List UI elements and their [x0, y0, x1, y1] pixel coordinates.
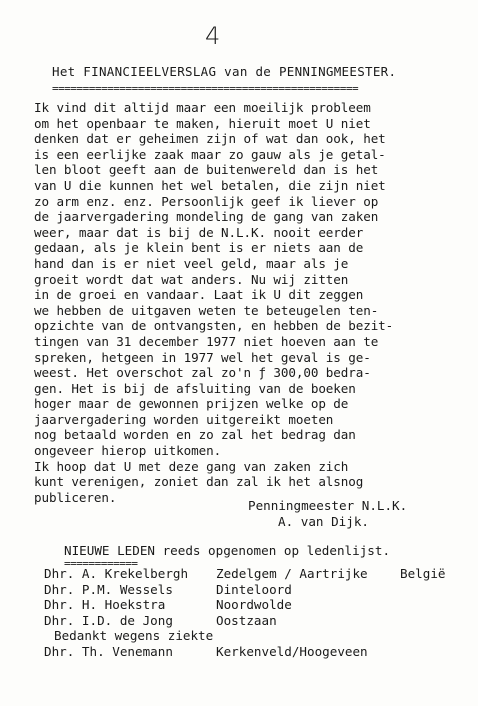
body-line: ongeveer hierop uitkomen.	[34, 443, 222, 459]
body-line: nog betaald worden en zo zal het bedrag dan	[34, 427, 356, 443]
list-item	[44, 644, 474, 660]
body-line: hoger maar de gewonnen prijzen welke op de	[34, 396, 349, 412]
signature-role: Penningmeester N.L.K.	[248, 498, 408, 513]
list-item	[44, 597, 474, 613]
member-name: Dhr. A. Krekelbergh	[44, 566, 189, 581]
body-line: denken dat er geheimen zijn of wat dan ook, het	[34, 131, 386, 147]
member-country: België	[400, 566, 446, 581]
list-item	[44, 613, 474, 629]
member-note: Bedankt wegens ziekte	[54, 628, 214, 643]
member-place: Oostzaan	[216, 612, 277, 628]
member-place: Noordwolde	[216, 597, 292, 612]
body-line: spreken, hetgeen in 1977 wel het geval is ge-	[34, 349, 371, 365]
member-place: Kerkenveld/Hoogeveen	[216, 643, 368, 659]
body-line: weer, maar dat is bij de N.L.K. nooit eerder	[34, 224, 364, 240]
signature-name: A. van Dijk.	[278, 514, 369, 529]
member-name: Dhr. P.M. Wessels	[44, 581, 173, 597]
page-number: 4	[205, 22, 221, 50]
title-underline	[52, 86, 420, 92]
body-line: Ik hoop dat U met deze gang van zaken zich	[34, 458, 349, 474]
body-line: Ik vind dit altijd maar een moeilijk probleem	[34, 100, 371, 115]
body-line: jaarvergadering worden uitgereikt moeten	[34, 411, 334, 427]
member-name: Dhr. Th. Venemann	[44, 643, 173, 659]
body-line: zo arm enz. enz. Persoonlijk geef ik liever op	[34, 193, 379, 209]
body-line: kunt verenigen, zoniet dan zal ik het alsnog	[34, 474, 364, 490]
body-line: len bloot geeft aan de buitenwereld dan is het	[34, 162, 379, 178]
body-line: gen. Het is bij de afsluiting van de boeken	[34, 380, 356, 396]
body-line: hand dan is er niet veel geld, maar als je	[34, 255, 349, 271]
body-line: om het openbaar te maken, hieruit moet U niet	[34, 115, 371, 131]
body-line: we hebben de uitgaven weten te beteugelen ten-	[34, 302, 379, 318]
page-title: Het FINANCIEELVERSLAG van de PENNINGMEESTER.	[52, 64, 397, 79]
list-item	[44, 582, 474, 598]
body-line: is een eerlijke zaak maar zo gauw als je getal-	[34, 146, 386, 162]
members-list	[44, 566, 474, 659]
body-line: de jaarvergadering mondeling de gang van zaken	[34, 209, 379, 225]
body-line: weest. Het overschot zal zo'n ƒ 300,00 bedra-	[34, 365, 371, 381]
members-heading: NIEUWE LEDEN reeds opgenomen op ledenlijst.	[64, 543, 391, 558]
member-name: Dhr. I.D. de Jong	[44, 612, 173, 628]
body-line: van U die kunnen het wel betalen, die zijn niet	[34, 177, 386, 193]
body-line: in de groei en vandaar. Laat ik U dit zeggen	[34, 287, 364, 303]
body-line: opzichte van de ontvangsten, en hebben de bezit-	[34, 318, 394, 334]
member-name: Dhr. H. Hoekstra	[44, 597, 166, 612]
report-body	[34, 100, 474, 505]
body-line: groeit wordt dat wat anders. Nu wij zitten	[34, 271, 349, 287]
body-line: publiceren.	[34, 489, 117, 505]
body-line: gedaan, als je klein bent is er niets aan de	[34, 240, 364, 256]
member-place: Zedelgem / Aartrijke	[216, 566, 368, 581]
list-item	[44, 566, 474, 582]
body-line: tingen van 31 december 1977 niet hoeven aan te	[34, 333, 379, 349]
member-place: Dinteloord	[216, 581, 292, 597]
